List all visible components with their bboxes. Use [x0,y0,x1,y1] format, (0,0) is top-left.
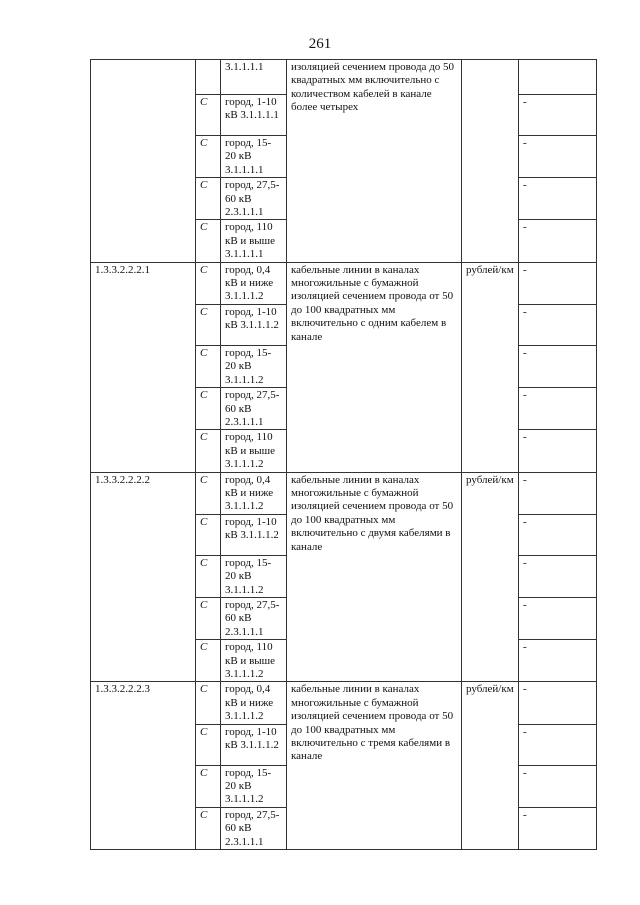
item-description: кабельные линии в каналах многожильные с бумажной изоляцией сечением провода от 50 до 100 квадратных мм включительно с двумя кабелями в канале [287,472,462,682]
symbol-cell: С [196,136,221,178]
territory-cell: город, 27,5-60 кВ 2.3.1.1.1 [221,807,287,849]
unit-cell: рублей/км [462,682,519,850]
territory-cell: город, 110 кВ и выше 3.1.1.1.2 [221,640,287,682]
unit-cell [462,60,519,263]
table-row [91,682,597,724]
value-cell: - [519,724,597,765]
value-cell [519,60,597,95]
symbol-cell: С [196,388,221,430]
item-description: кабельные линии в каналах многожильные с бумажной изоляцией сечением провода от 50 до 100 квадратных мм включительно с тремя кабелями в канале [287,682,462,850]
value-cell: - [519,430,597,472]
symbol-cell: С [196,178,221,220]
territory-cell: город, 1-10 кВ 3.1.1.1.1 [221,95,287,136]
value-cell: - [519,640,597,682]
value-cell: - [519,807,597,849]
value-cell: - [519,597,597,639]
value-cell: - [519,765,597,807]
territory-cell: город, 27,5-60 кВ 2.3.1.1.1 [221,178,287,220]
territory-cell: город, 15-20 кВ 3.1.1.1.2 [221,765,287,807]
value-cell: - [519,514,597,555]
unit-cell: рублей/км [462,472,519,682]
territory-cell: город, 15-20 кВ 3.1.1.1.2 [221,345,287,387]
value-cell: - [519,95,597,136]
territory-cell: город, 110 кВ и выше 3.1.1.1.1 [221,220,287,262]
territory-cell: город, 27,5-60 кВ 2.3.1.1.1 [221,597,287,639]
symbol-cell: С [196,472,221,514]
territory-cell: город, 0,4 кВ и ниже 3.1.1.1.2 [221,472,287,514]
value-cell: - [519,304,597,345]
territory-cell: город, 15-20 кВ 3.1.1.1.2 [221,555,287,597]
symbol-cell: С [196,724,221,765]
symbol-cell: С [196,682,221,724]
territory-cell: город, 15-20 кВ 3.1.1.1.1 [221,136,287,178]
value-cell: - [519,345,597,387]
item-code: 1.3.3.2.2.2.3 [91,682,196,850]
symbol-cell: С [196,514,221,555]
symbol-cell: С [196,304,221,345]
value-cell: - [519,220,597,262]
table-row [91,60,597,95]
tariff-table [90,59,597,850]
symbol-cell: С [196,765,221,807]
item-code [91,60,196,263]
value-cell: - [519,136,597,178]
table-row [91,472,597,514]
value-cell: - [519,262,597,304]
symbol-cell: С [196,555,221,597]
symbol-cell: С [196,640,221,682]
symbol-cell: С [196,807,221,849]
symbol-cell: С [196,345,221,387]
item-code: 1.3.3.2.2.2.2 [91,472,196,682]
symbol-cell: С [196,597,221,639]
table-row [91,262,597,304]
item-description: кабельные линии в каналах многожильные с бумажной изоляцией сечением провода от 50 до 100 квадратных мм включительно с одним кабелем в канале [287,262,462,472]
symbol-cell: С [196,220,221,262]
territory-cell: город, 110 кВ и выше 3.1.1.1.2 [221,430,287,472]
symbol-cell [196,60,221,95]
value-cell: - [519,472,597,514]
territory-cell: город, 0,4 кВ и ниже 3.1.1.1.2 [221,262,287,304]
territory-cell: 3.1.1.1.1 [221,60,287,95]
territory-cell: город, 1-10 кВ 3.1.1.1.2 [221,724,287,765]
symbol-cell: С [196,95,221,136]
territory-cell: город, 1-10 кВ 3.1.1.1.2 [221,514,287,555]
territory-cell: город, 0,4 кВ и ниже 3.1.1.1.2 [221,682,287,724]
territory-cell: город, 1-10 кВ 3.1.1.1.2 [221,304,287,345]
item-description: изоляцией сечением провода до 50 квадратных мм включительно с количеством кабелей в канале более четырех [287,60,462,263]
symbol-cell: С [196,430,221,472]
territory-cell: город, 27,5-60 кВ 2.3.1.1.1 [221,388,287,430]
value-cell: - [519,178,597,220]
value-cell: - [519,388,597,430]
value-cell: - [519,682,597,724]
unit-cell: рублей/км [462,262,519,472]
value-cell: - [519,555,597,597]
symbol-cell: С [196,262,221,304]
item-code: 1.3.3.2.2.2.1 [91,262,196,472]
page-number: 261 [308,36,332,52]
